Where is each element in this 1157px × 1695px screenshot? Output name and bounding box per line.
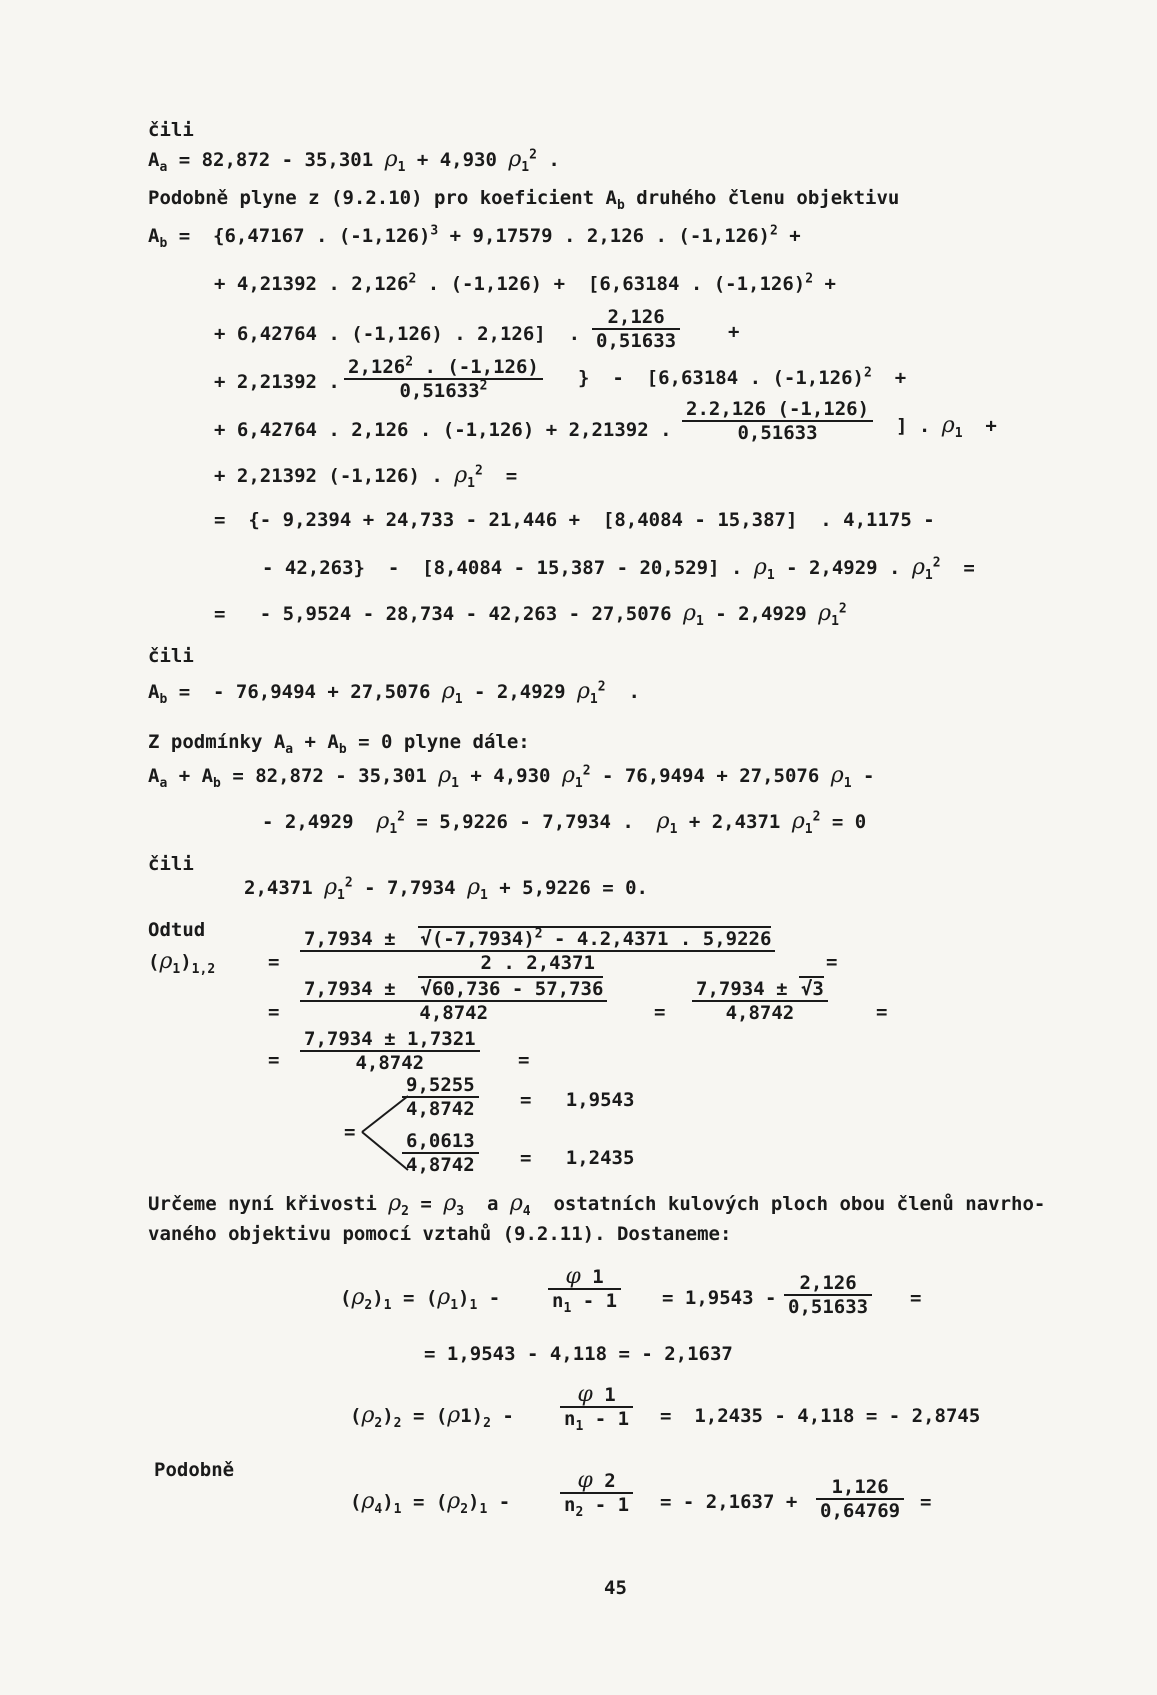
fraction: 2,126 0,51633 [592,306,680,352]
equation-line: $(\rho_4)_1 = (\rho_2)_1$ - [350,1489,511,1517]
equation-line: + 6,42764 . (-1,126) . 2,126] . [214,323,581,345]
equation-line: $(\rho_2)_1 = (\rho_1)_1$ - [340,1285,501,1313]
text-line: čili [148,853,194,875]
fraction: 2,126$^2$ . (-1,126) 0,51633$^2$ [344,356,543,402]
fraction: φ 1 $n_1 - 1$ [548,1266,621,1312]
equation-line: + 6,42764 . 2,126 . (-1,126) + 2,21392 . [214,419,672,441]
equation-line: $A_b = \{6,47167$ . $(-1,126)^3 + 9,17579$ . 2,126 . $(-1,126)^2$ + [148,223,801,251]
equation-line: $(\rho_1)_{1,2}$ [148,949,216,977]
equation-line: + 2,21392 . [214,371,340,393]
fraction: φ 2 $n_2 - 1$ [560,1470,633,1516]
fraction: $7,7934 \pm √(-7,7934)^2 - 4.2,4371$ . 5,9226 2 . 2,4371 [300,928,775,974]
equation-line: = [910,1287,922,1309]
equation-line: $A_a + A_b = 82,872 - 35,301$ $\rho_1 + 4,930$ $\rho_1^2 - 76,9494 + 27,5076$ $\rho_1$ - [148,763,875,791]
equation-line: } - [6,63184 . $(-1,126)^2$ + [578,365,907,389]
equation-line: ] . $\rho_1$ + [896,413,997,441]
fraction: 2.2,126 (-1,126) 0,51633 [682,398,873,444]
fraction: 7,7934 ± 1,7321 4,8742 [300,1028,480,1074]
equation-line: = [826,951,838,973]
text-line: Podobně plyne z (9.2.10) pro koeficient $A_b$ druhého členu objektivu [148,187,900,213]
fraction: 9,5255 4,8742 [402,1074,479,1120]
equation-line: = 1,9543 - 4,118 = - 2,1637 [424,1343,733,1365]
text-line: čili [148,645,194,667]
equation-line: - 42,263} - [8,4084 - 15,387 - 20,529] . $\rho_1 - 2,4929$ . $\rho_1^2$ = [262,555,975,583]
equation-line: = - 5,9524 - 28,734 - 42,263 - 27,5076 $\rho_1 - 2,4929$ $\rho_1^2$ [214,601,847,629]
equation-line: - 2,4929 $\rho_1^2 = 5,9226 - 7,7934$ . $\rho_1 + 2,4371$ $\rho_1^2 = 0$ [262,809,867,837]
text-line: Určeme nyní křivosti $\rho_2 = \rho_3$ a $\rho_4$ ostatních kulových ploch obou členů navrho- [148,1191,1046,1219]
page-number: 45 [604,1577,627,1599]
text-line: čili [148,119,194,141]
fraction: 1,126 0,64769 [816,1476,904,1522]
equation-line: = [518,1049,530,1071]
equation-line: = - 2,1637 + [660,1491,798,1513]
text-line: Podobně [154,1459,235,1481]
equation-line: = [268,1049,280,1071]
equation-line: $(\rho_2)_2 = (\rho 1)_2$ - [350,1403,514,1431]
equation-line: + 2,21392 (-1,126) . $\rho_1^2$ = [214,463,518,491]
fraction: φ 1 $n_1 - 1$ [560,1384,633,1430]
equation-line: + 4,21392 . 2,126$^2$ . (-1,126) + [6,63184 . $(-1,126)^2$ + [214,271,836,295]
equation-line: = 1,2435 - 4,118 = - 2,8745 [660,1405,981,1427]
equation-line: = [268,951,280,973]
fraction: 7,7934 ± √3 4,8742 [692,978,828,1024]
equation-line: = 1,9543 [520,1089,635,1111]
fraction: 6,0613 4,8742 [402,1130,479,1176]
equation-line: = [344,1121,356,1143]
equation-line: 2,4371 $\rho_1^2 - 7,7934$ $\rho_1 + 5,9226 = 0$. [244,875,648,903]
equation-line: = 1,9543 - [662,1287,777,1309]
text-line: vaného objektivu pomocí vztahů (9.2.11). Dostaneme: [148,1223,732,1245]
equation-line: = {- 9,2394 + 24,733 - 21,446 + [8,4084 - 15,387] . 4,1175 - [214,509,935,531]
equation-line: = [654,1001,666,1023]
equation-line: $A_a = 82,872 - 35,301$ $\rho_1 + 4,930$ $\rho_1^2$ . [148,147,560,175]
equation-line: = [268,1001,280,1023]
fraction: 2,126 0,51633 [784,1272,872,1318]
equation-line: + [728,321,740,343]
equation-line: $A_b$ = - 76,9494 + 27,5076 $\rho_1 - 2,4929$ $\rho_1^2$ . [148,679,640,707]
fraction: 7,7934 ± √60,736 - 57,736 4,8742 [300,978,607,1024]
text-line: Odtud [148,919,206,941]
text-line: Z podmínky $A_a + A_b = 0$ plyne dále: [148,731,530,757]
equation-line: = 1,2435 [520,1147,635,1169]
equation-line: = [920,1491,932,1513]
equation-line: = [876,1001,888,1023]
